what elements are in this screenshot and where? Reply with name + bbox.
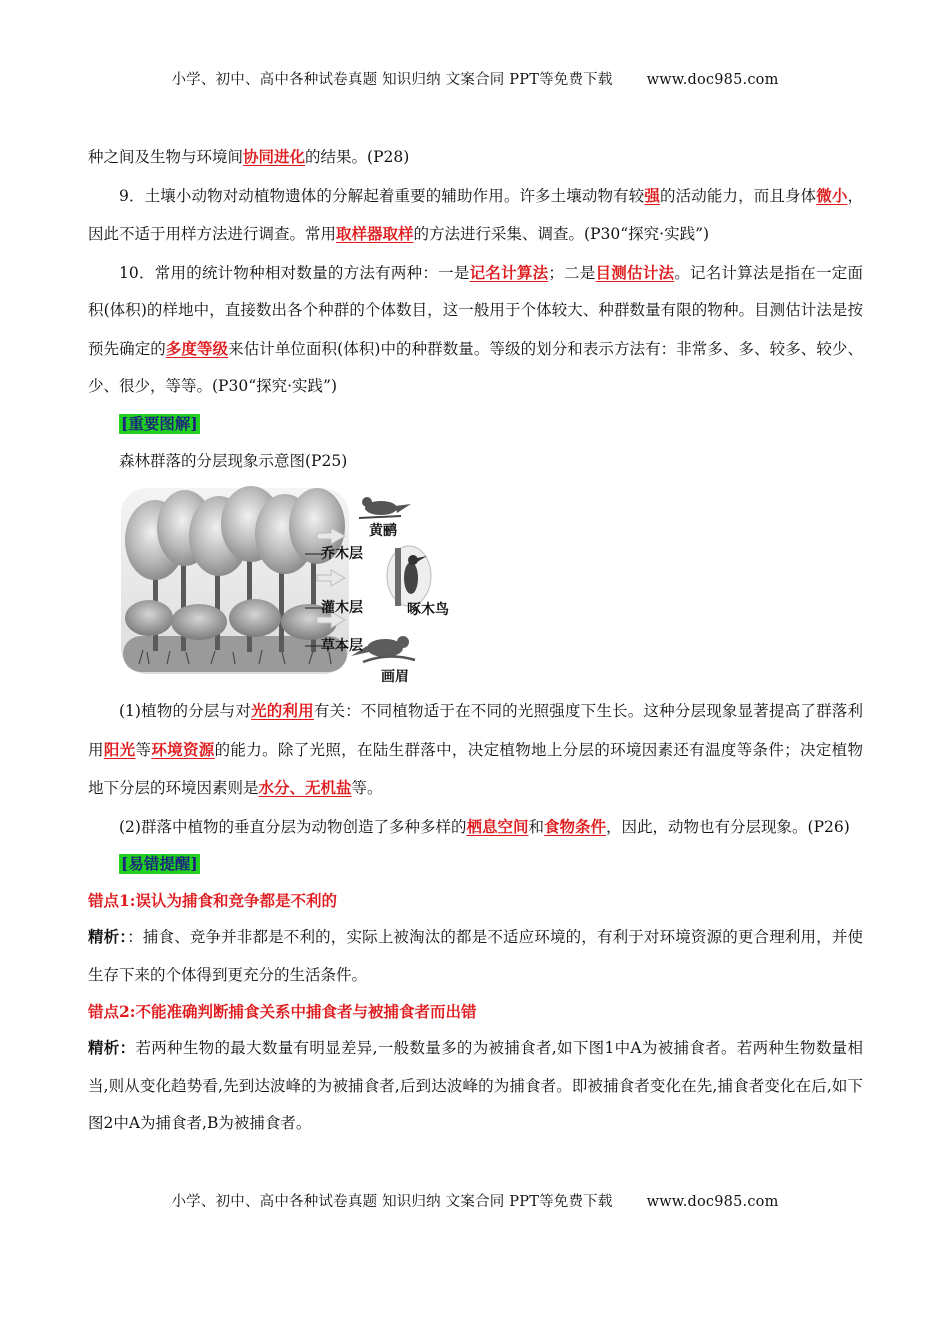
forest-illustration bbox=[119, 486, 459, 686]
analysis-label: 精析： bbox=[88, 1038, 136, 1057]
text: 若两种生物的最大数量有明显差异,一般数量多的为被捕食者,如下图1中A为被捕食者。若两种生物数量相当,则从变化趋势看,先到达波峰的为被捕食者,后到达波峰的为捕食者。即被捕食者变化在先,捕食者变化在后,如下图2中A为捕食者,B为被捕食者。 bbox=[88, 1039, 863, 1132]
answer-highlight: 栖息空间 bbox=[466, 816, 529, 836]
text: 等 bbox=[135, 740, 152, 759]
document-body bbox=[88, 138, 863, 1143]
answer-highlight: 记名计算法 bbox=[469, 262, 549, 282]
answer-highlight: 食物条件 bbox=[544, 816, 607, 836]
text: 的活动能力，而且身体 bbox=[660, 186, 817, 205]
text: 种之间及生物与环境间 bbox=[88, 148, 244, 166]
text: ，因此，动物也有分层现象。(P26) bbox=[606, 817, 850, 836]
answer-highlight: 多度等级 bbox=[165, 338, 229, 358]
oriole-icon bbox=[359, 497, 411, 518]
text: 10．常用的统计物种相对数量的方法有两种：一是 bbox=[119, 263, 470, 282]
answer-highlight: 强 bbox=[644, 185, 661, 205]
text: 的结果。(P28) bbox=[305, 148, 410, 166]
answer-highlight: 光的利用 bbox=[251, 701, 314, 720]
answer-highlight: 水分、 bbox=[258, 778, 306, 797]
mistake-1-title: 错点1:误认为捕食和竞争都是不利的 bbox=[88, 891, 338, 910]
figure-point-2 bbox=[88, 808, 863, 847]
layer-label-herb: 草本层 bbox=[321, 638, 363, 654]
text: 的能力。除了光照，在陆生群落中，决定植物地上分层的环境因素还有温度等条件；决定植物地下分层的环境因素则是 bbox=[88, 740, 863, 797]
text: 等。 bbox=[351, 779, 383, 797]
page-header bbox=[0, 68, 950, 89]
mistake-2-title: 错点2:不能准确判断捕食关系中捕食者与被捕食者而出错 bbox=[88, 1002, 477, 1021]
mistake-2-analysis bbox=[88, 1029, 863, 1143]
tag-label: [易错提醒] bbox=[121, 854, 198, 873]
header-url[interactable]: www.doc985.com bbox=[646, 72, 779, 88]
text: ；二是 bbox=[548, 263, 596, 282]
layer-label-tree: 乔木层 bbox=[321, 546, 363, 562]
paragraph-9 bbox=[88, 177, 863, 254]
text: ，因此不适于用样方法进行调查。常用 bbox=[88, 186, 863, 243]
section-tag-mistakes bbox=[119, 846, 863, 883]
page-footer bbox=[0, 1190, 950, 1211]
answer-highlight: 无机盐 bbox=[305, 778, 352, 797]
forest-layers-figure bbox=[119, 486, 459, 686]
paragraph-10 bbox=[88, 254, 863, 406]
text: (1)植物的分层与对 bbox=[119, 702, 252, 720]
text: 来估计单位面积(体积)中的种群数量。等级的划分和表示方法有：非常多、多、较多、较少、少、很少，等等。(P30“探究·实践”) bbox=[88, 339, 863, 395]
tag-label: [重要图解] bbox=[121, 413, 198, 433]
figure-caption: 森林群落的分层现象示意图(P25) bbox=[119, 451, 348, 470]
text: 9．土壤小动物对动植物遗体的分解起着重要的辅助作用。许多土壤动物有较 bbox=[119, 186, 645, 205]
answer-highlight: 协同进化 bbox=[243, 147, 306, 166]
text: 和 bbox=[528, 817, 544, 836]
bird-label-woodpecker: 啄木鸟 bbox=[407, 602, 449, 618]
bird-label-hwamei: 画眉 bbox=[381, 669, 409, 685]
text: ：捕食、竞争并非都是不利的，实际上被淘汰的都是不适应环境的，有利于对环境资源的更合理利用，并使生存下来的个体得到更充分的生活条件。 bbox=[88, 928, 863, 984]
layer-label-shrub: 灌木层 bbox=[321, 600, 363, 616]
answer-highlight: 阳光 bbox=[103, 739, 136, 759]
answer-highlight: 微小 bbox=[816, 185, 848, 205]
bird-label-oriole: 黄鹂 bbox=[369, 523, 397, 539]
text: 有关：不同植物适于在不同的光照强度下生长。这种分层现象显著提高了群落利用 bbox=[88, 702, 863, 759]
text: 的方法进行采集、调查。(P30“探究·实践”) bbox=[413, 225, 710, 243]
answer-highlight: 环境资源 bbox=[151, 739, 215, 759]
analysis-label: 精析： bbox=[88, 927, 128, 946]
text: (2)群落中植物的垂直分层为动物创造了多种多样的 bbox=[119, 817, 467, 836]
answer-highlight: 取样器取样 bbox=[336, 224, 414, 243]
answer-highlight: 目测估计法 bbox=[595, 262, 675, 282]
footer-url[interactable]: www.doc985.com bbox=[646, 1194, 779, 1210]
footer-text: 小学、初中、高中各种试卷真题 知识归纳 文案合同 PPT等免费下载 bbox=[171, 1194, 613, 1210]
text: 。记名计算法是指在一定面积(体积)的样地中，直接数出各个种群的个体数目，这一般用于个体较大、种群数量有限的物种。目测估计法是按预先确定的 bbox=[88, 263, 863, 358]
woodpecker-icon bbox=[387, 546, 431, 606]
paragraph-8-tail bbox=[88, 138, 863, 177]
section-tag-diagrams bbox=[119, 406, 863, 443]
header-text: 小学、初中、高中各种试卷真题 知识归纳 文案合同 PPT等免费下载 bbox=[171, 72, 613, 88]
mistake-1-analysis bbox=[88, 918, 863, 994]
figure-point-1 bbox=[88, 692, 863, 808]
